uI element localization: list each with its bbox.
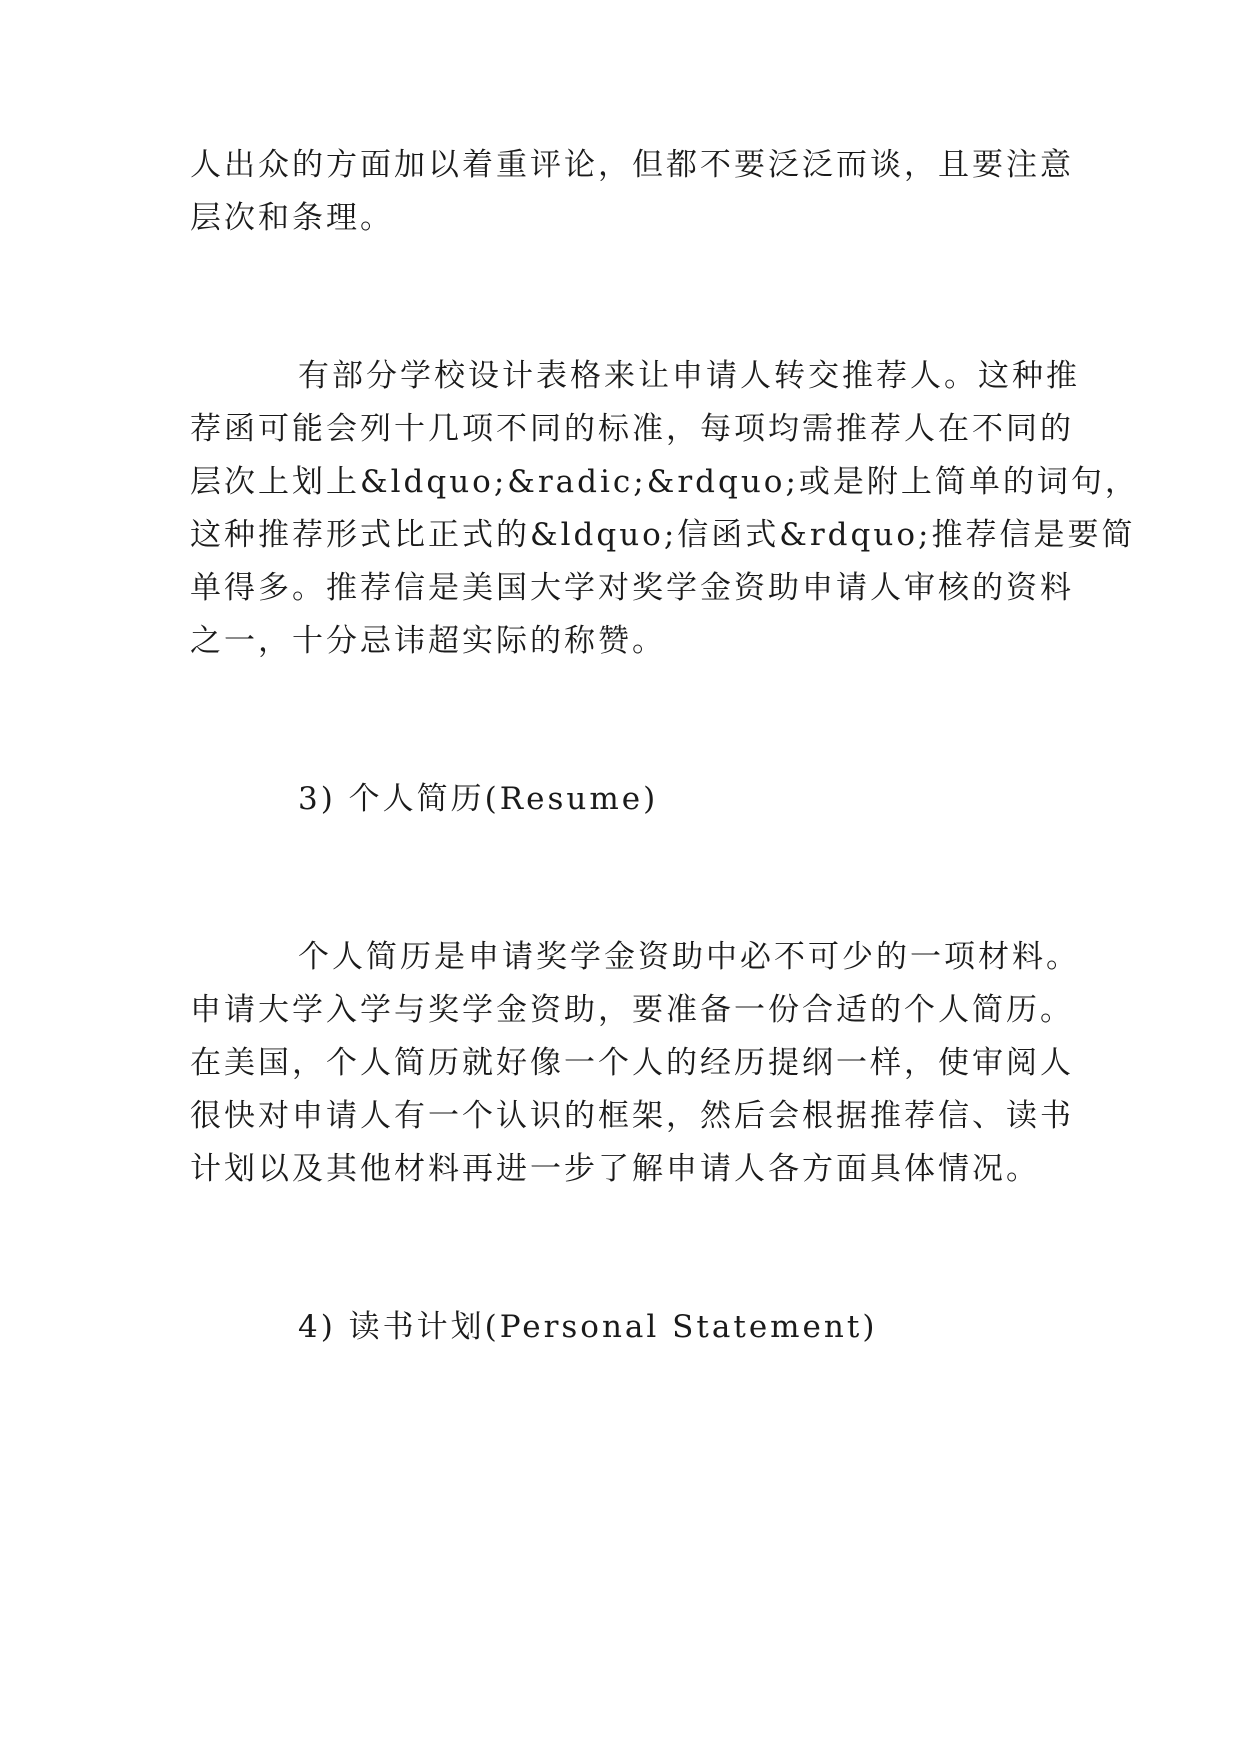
paragraph-2-line-3: 层次上划上&ldquo;&radic;&rdquo;或是附上简单的词句， <box>190 464 1139 500</box>
section-heading-resume: 3) 个人简历(Resume) <box>298 781 659 817</box>
paragraph-2-line-6: 之一，十分忌讳超实际的称赞。 <box>190 623 666 659</box>
paragraph-3-line-1: 个人简历是申请奖学金资助中必不可少的一项材料。 <box>298 939 1080 975</box>
section-heading-personal-statement: 4) 读书计划(Personal Statement) <box>298 1309 878 1345</box>
paragraph-2-line-4: 这种推荐形式比正式的&ldquo;信函式&rdquo;推荐信是要简 <box>190 517 1136 553</box>
paragraph-2-line-1: 有部分学校设计表格来让申请人转交推荐人。这种推 <box>298 358 1080 394</box>
paragraph-2-line-5: 单得多。推荐信是美国大学对奖学金资助申请人审核的资料 <box>190 570 1074 606</box>
paragraph-3-line-5: 计划以及其他材料再进一步了解申请人各方面具体情况。 <box>190 1151 1040 1187</box>
paragraph-3-line-4: 很快对申请人有一个认识的框架，然后会根据推荐信、读书 <box>190 1098 1074 1134</box>
paragraph-1-line-2: 层次和条理。 <box>190 200 394 236</box>
paragraph-1-line-1: 人出众的方面加以着重评论，但都不要泛泛而谈，且要注意 <box>190 147 1074 183</box>
paragraph-3-line-3: 在美国，个人简历就好像一个人的经历提纲一样，使审阅人 <box>190 1045 1074 1081</box>
paragraph-2-line-2: 荐函可能会列十几项不同的标准，每项均需推荐人在不同的 <box>190 411 1074 447</box>
paragraph-3-line-2: 申请大学入学与奖学金资助，要准备一份合适的个人简历。 <box>190 992 1074 1028</box>
